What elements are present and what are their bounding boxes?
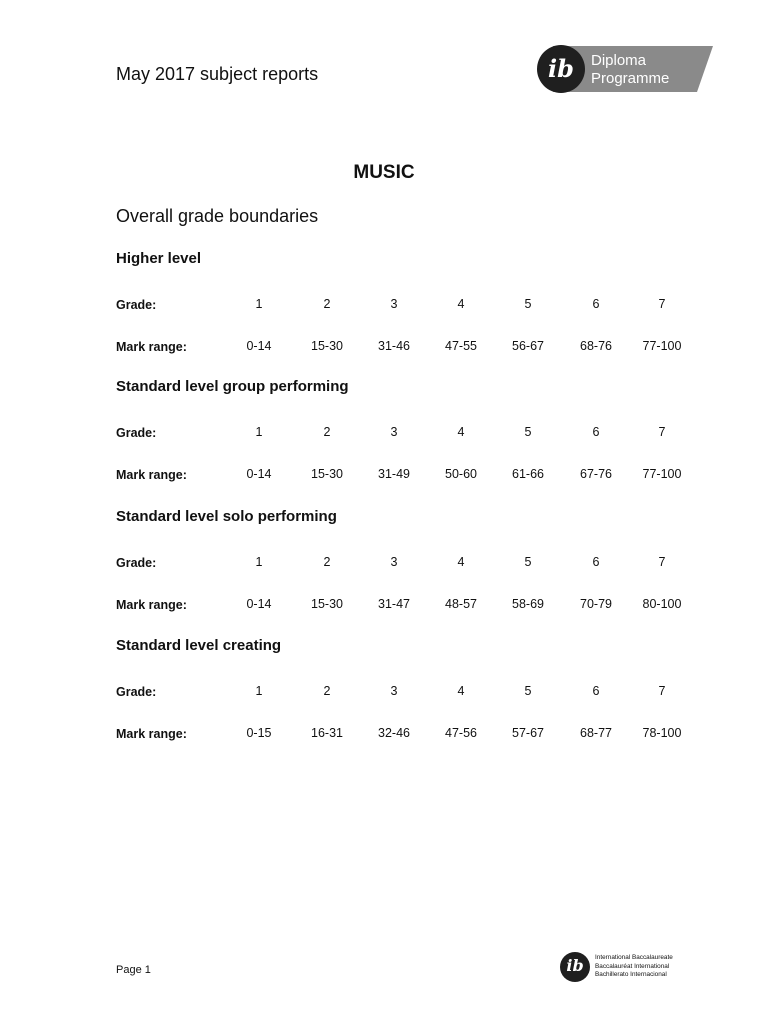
mark-range-cell: 15-30 xyxy=(311,467,343,481)
grade-cell: 3 xyxy=(390,297,398,311)
grade-cell: 3 xyxy=(390,684,398,698)
grade-cell: 5 xyxy=(524,555,532,569)
mark-range-cell: 47-56 xyxy=(445,726,477,740)
grade-cell: 7 xyxy=(658,297,666,311)
grade-cell: 1 xyxy=(255,684,263,698)
mark-range-cell: 70-79 xyxy=(580,597,612,611)
mark-range-cell: 56-67 xyxy=(512,339,544,353)
ib-footer-mark: ib xyxy=(560,952,590,982)
mark-range-cell: 48-57 xyxy=(445,597,477,611)
grade-cell: 4 xyxy=(457,297,465,311)
mark-range-cell: 0-14 xyxy=(246,597,272,611)
page-number: Page 1 xyxy=(116,964,151,976)
report-title: May 2017 subject reports xyxy=(116,64,319,84)
mark-range-row-label: Mark range: xyxy=(116,727,187,741)
mark-range-cell: 31-47 xyxy=(378,597,410,611)
level-heading: Standard level group performing xyxy=(116,378,349,395)
grade-cell: 2 xyxy=(323,684,331,698)
mark-range-cell: 68-77 xyxy=(580,726,612,740)
ib-footer-logo xyxy=(560,952,680,984)
mark-range-cell: 58-69 xyxy=(512,597,544,611)
level-heading: Standard level creating xyxy=(116,637,282,654)
grade-cell: 6 xyxy=(592,684,600,698)
document-title: MUSIC xyxy=(353,162,415,183)
grade-cell: 1 xyxy=(255,297,263,311)
grade-cell: 2 xyxy=(323,297,331,311)
level-heading: Higher level xyxy=(116,250,202,267)
mark-range-cell: 15-30 xyxy=(311,339,343,353)
org-name-lines xyxy=(595,954,673,980)
mark-range-row-label: Mark range: xyxy=(116,340,187,354)
grade-cell: 7 xyxy=(658,684,666,698)
grade-row-label: Grade: xyxy=(116,556,157,570)
mark-range-cell: 77-100 xyxy=(642,467,682,481)
grade-cell: 3 xyxy=(390,555,398,569)
logo-line-1: Diploma xyxy=(591,52,647,69)
mark-range-cell: 15-30 xyxy=(311,597,343,611)
mark-range-cell: 0-14 xyxy=(246,339,272,353)
mark-range-row-label: Mark range: xyxy=(116,468,187,482)
mark-range-cell: 50-60 xyxy=(445,467,477,481)
grade-cell: 4 xyxy=(457,425,465,439)
logo-mark: ib xyxy=(548,54,574,83)
mark-range-cell: 61-66 xyxy=(512,467,544,481)
grade-cell: 5 xyxy=(524,297,532,311)
logo-line-2: Programme xyxy=(591,70,670,87)
grade-cell: 3 xyxy=(390,425,398,439)
ib-diploma-logo xyxy=(535,44,715,94)
mark-range-cell: 16-31 xyxy=(311,726,343,740)
grade-cell: 7 xyxy=(658,555,666,569)
org-name-line: Baccalauréat International xyxy=(595,962,670,970)
grade-cell: 6 xyxy=(592,555,600,569)
mark-range-cell: 77-100 xyxy=(642,339,682,353)
grade-row-label: Grade: xyxy=(116,298,157,312)
org-name-line: International Baccalaureate xyxy=(595,954,673,961)
mark-range-cell: 0-14 xyxy=(246,467,272,481)
grade-cell: 2 xyxy=(323,555,331,569)
org-name-line: Bachillerato Internacional xyxy=(595,971,667,979)
grade-row-label: Grade: xyxy=(116,685,157,699)
mark-range-cell: 68-76 xyxy=(580,339,612,353)
mark-range-cell: 31-46 xyxy=(378,339,410,353)
mark-range-cell: 0-15 xyxy=(246,726,272,740)
level-heading: Standard level solo performing xyxy=(116,508,337,525)
grade-row-label: Grade: xyxy=(116,426,157,440)
mark-range-cell: 32-46 xyxy=(378,726,410,740)
grade-cell: 4 xyxy=(457,555,465,569)
grade-cell: 6 xyxy=(592,297,600,311)
mark-range-cell: 78-100 xyxy=(642,726,682,740)
mark-range-cell: 31-49 xyxy=(378,467,410,481)
section-title: Overall grade boundaries xyxy=(116,206,319,226)
mark-range-row-label: Mark range: xyxy=(116,598,187,612)
mark-range-cell: 80-100 xyxy=(642,597,682,611)
grade-cell: 5 xyxy=(524,684,532,698)
grade-cell: 4 xyxy=(457,684,465,698)
grade-cell: 7 xyxy=(658,425,666,439)
grade-cell: 1 xyxy=(255,555,263,569)
mark-range-cell: 67-76 xyxy=(580,467,612,481)
grade-cell: 2 xyxy=(323,425,331,439)
grade-cell: 6 xyxy=(592,425,600,439)
mark-range-cell: 57-67 xyxy=(512,726,544,740)
grade-cell: 1 xyxy=(255,425,263,439)
grade-cell: 5 xyxy=(524,425,532,439)
mark-range-cell: 47-55 xyxy=(445,339,477,353)
